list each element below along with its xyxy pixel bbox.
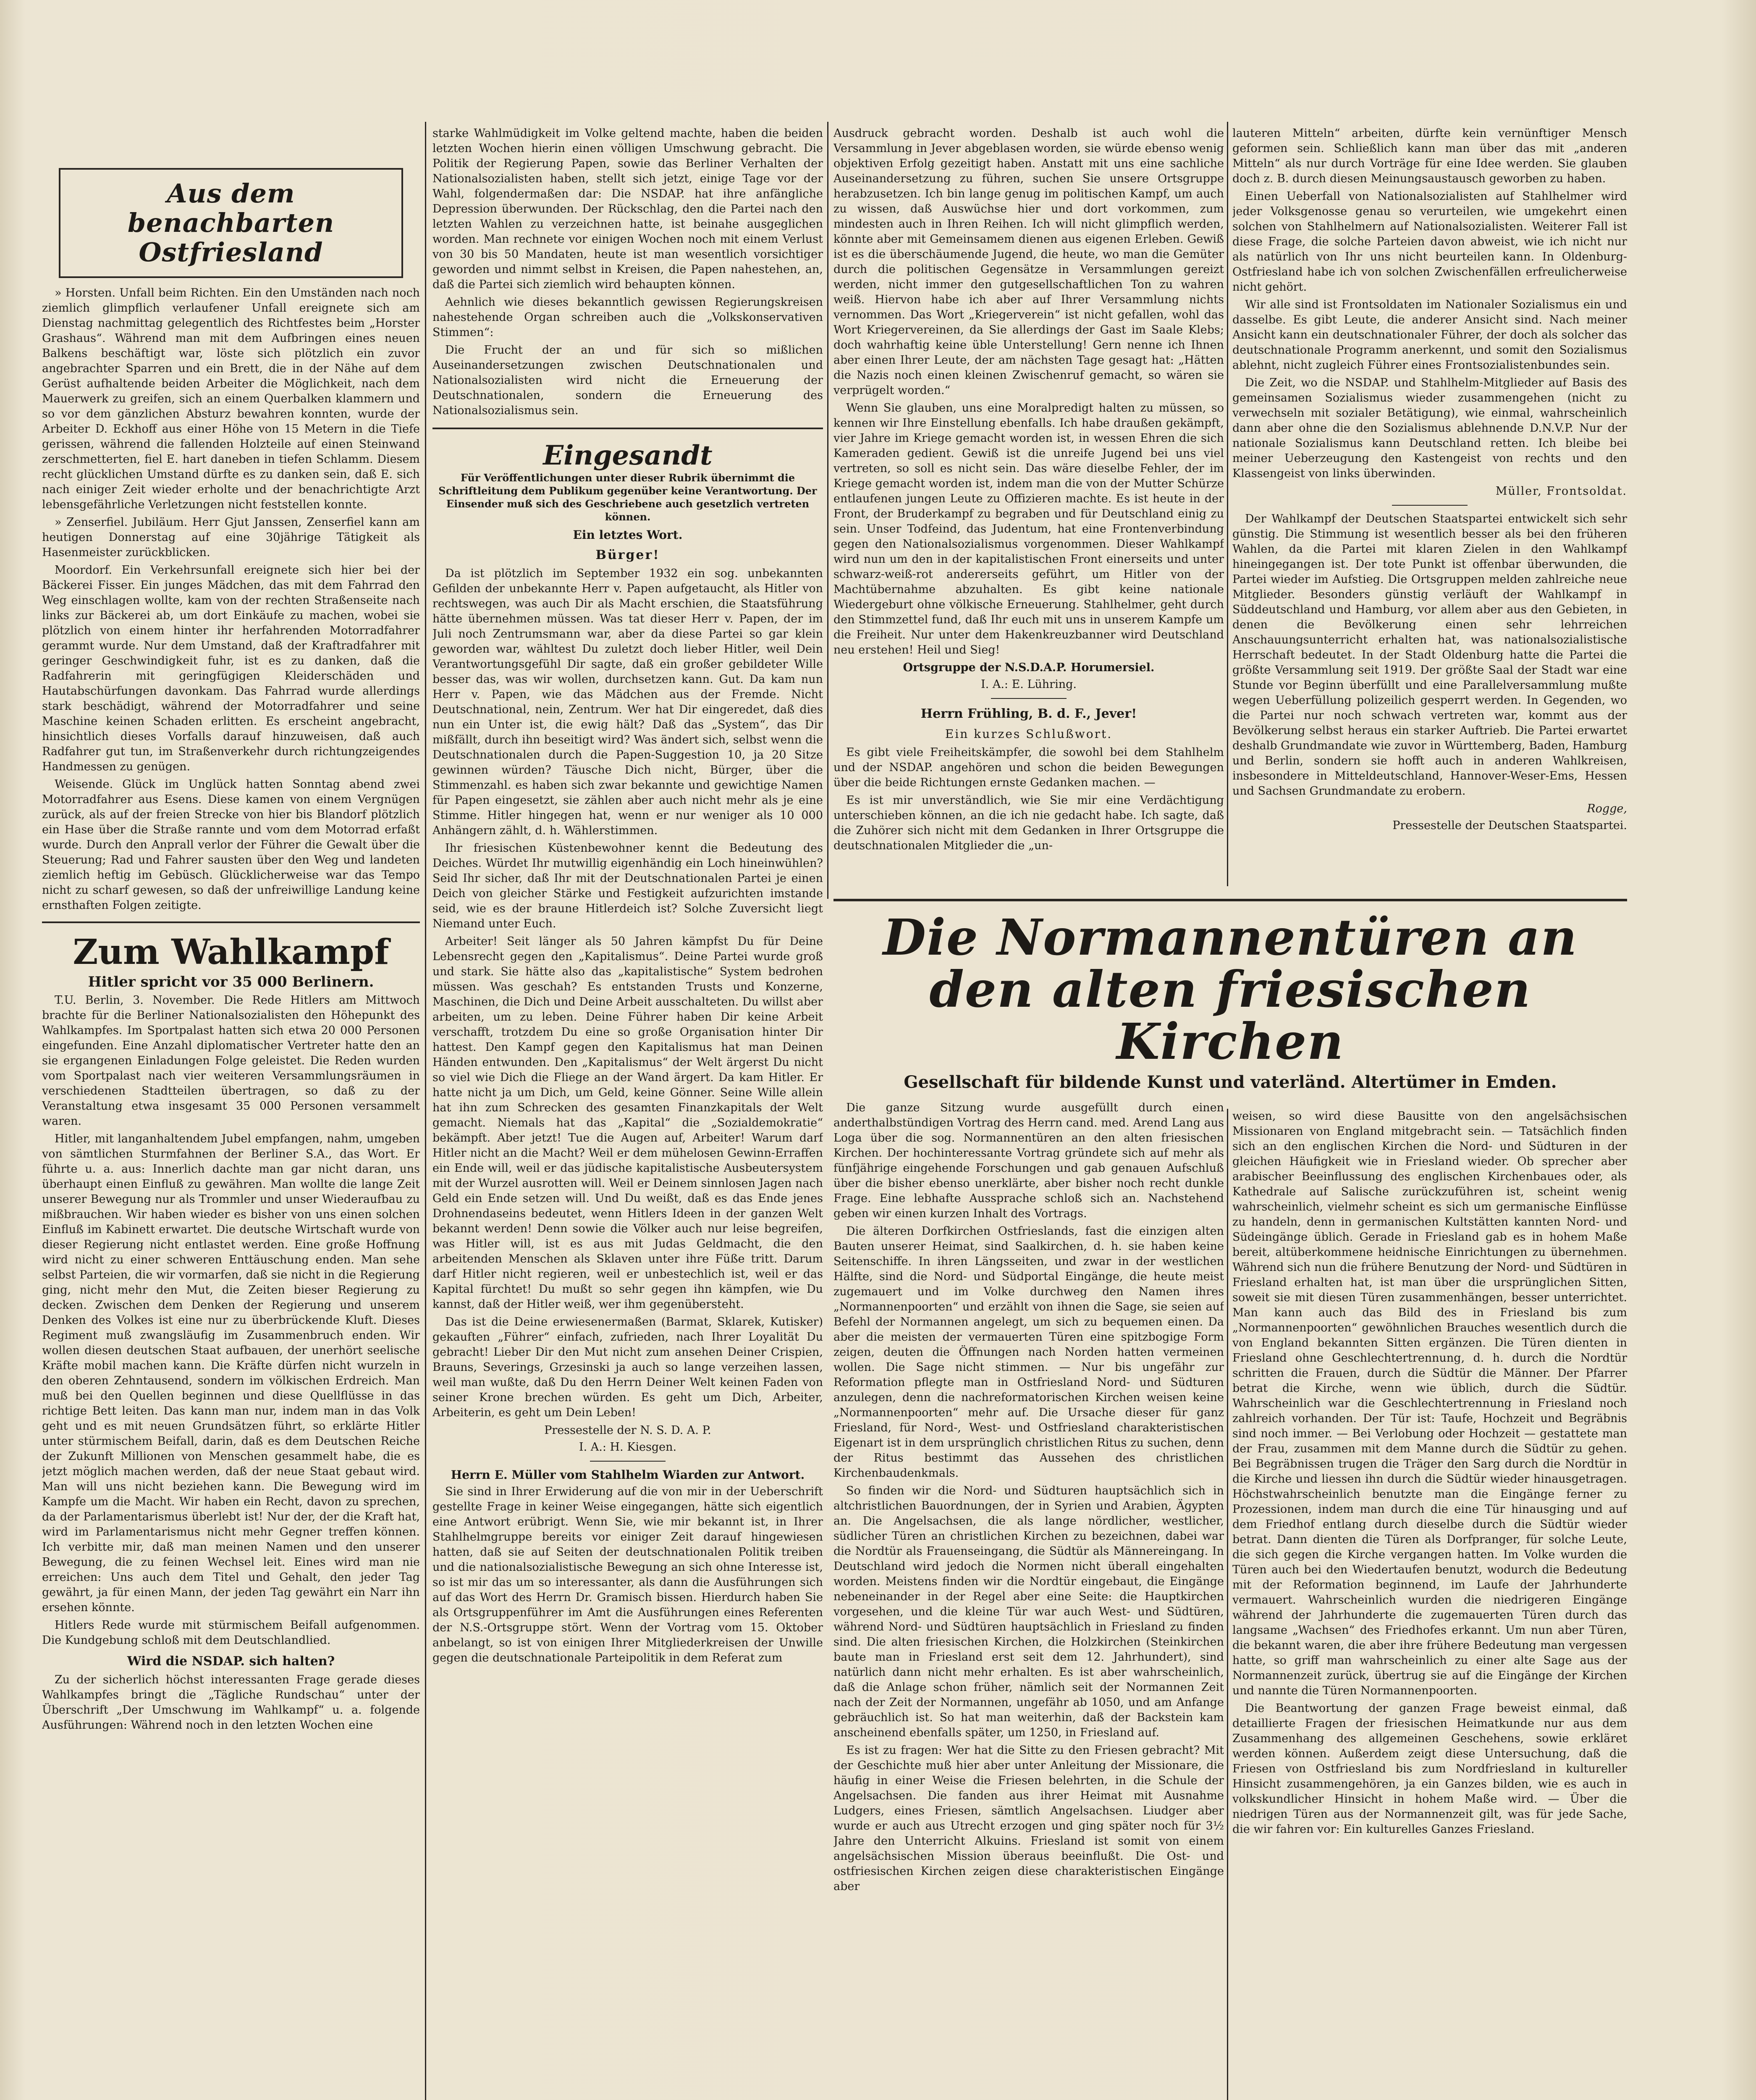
column-rule bbox=[1227, 122, 1228, 886]
article-paragraph: Da ist plötzlich im September 1932 ein sog. unbekannten Gefilden der unbekannte Herr v. Papen aufgetaucht, als Hitler von rechtswegen, was auch Dir als Macht erschien, die Staatsführung hätte übernehmen müssen. Was tat dieser Herr v. Papen, der im Juli noch Zentrumsmann war, aber da diese Partei so gar klein geworden war, wähltest Du zuletzt doch lieber Hitler, weil Dein Verantwortungsgefühl Dir sagte, daß ein großer gebildeter Wille besser das, was wir wollen, durchsetzen kann. Gut. Da kam nun Herr v. Papen, wie das Mädchen aus der Fremde. Nicht Deutschnational, nein, Zentrum. Wer hat Dir eingeredet, daß dies nun ein Unter ist, die ewig hält? Daß das „System“, das Dir mißfällt, durch ihn beseitigt wird? Was ändert sich, selbst wenn die Deutschnationalen durch die Papen-Suggestion 10, ja 20 Sitze gewinnen würden? Täusche Dich nicht, Bürger, über die Stimmenzahl. es haben sich zwar bekannte und gewichtige Namen für Papen eingesetzt, sie zählen aber auch nicht mehr als je eine Stimme. Hitler hingegen hat, wenn er nur weniger als 10 000 Anhängern zählt, d. h. Wählerstimmen. bbox=[432, 567, 823, 837]
wahlkampf-subheadline: Hitler spricht vor 35 000 Berlinern. bbox=[88, 974, 374, 990]
article-paragraph: starke Wahlmüdigkeit im Volke geltend machte, haben die beiden letzten Wochen hierin einen völligen Umschwung gebracht. Die Politik der Regierung Papen, sowie das Berliner Verhalten der Nationalsozialisten haben, stellt sich jetzt, einige Tage vor der Wahl, folgendermaßen dar: Die NSDAP. hat ihre anfängliche Depression überwunden. Der Rückschlag, den die Partei nach den letzten Wahlen zu verzeichnen hatte, ist beinahe ausgeglichen worden. Man rechnete vor einigen Wochen noch mit einem Verlust von 30 bis 50 Mandaten, heute ist man wesentlich vorsichtiger geworden und nimmt selbst in Kreisen, die Papen nahestehen, an, daß die Partei sich ziemlich wird behaupten können. bbox=[432, 127, 823, 291]
normannen-headline: Die Normannentüren an den alten friesischen Kirchen bbox=[883, 911, 1578, 1071]
section-divider bbox=[833, 899, 1627, 901]
column-1 bbox=[42, 168, 420, 2100]
article-paragraph: Die Frucht der an und für sich so mißlichen Auseinandersetzungen zwischen Deutschnationalen und Nationalsozialisten wird nicht die Erneuerung der Deutschnationalen, sondern die Erneuerung des Nationalsozialismus sein. bbox=[432, 344, 823, 417]
wahlkampf-headline: Zum Wahlkampf bbox=[73, 932, 389, 972]
news-item: Moordorf. Ein Verkehrsunfall ereignete sich hier bei der Bäckerei Fisser. Ein junges Mädchen, das mit dem Fahrrad den Weg einschlagen wollte, kam von der rechten Straßenseite nach links zur Bäckerei ab, um dort Einkäufe zu machen, wobei sie plötzlich von einem hinter ihr herfahrenden Motorradfahrer gerammt wurde. Nur dem Umstand, daß der Kraftradfahrer mit geringer Geschwindigkeit fuhr, ist es zu danken, daß die Radfahrerin mit geringfügigen Kleiderschäden und Hautabschürfungen davonkam. Das Fahrrad wurde allerdings stark beschädigt, während der Motorradfahrer und seine Maschine keinen Schaden erlitten. Es erscheint angebracht, hinsichtlich dieses Vorfalls darauf hinzuweisen, daß auch Radfahrer gut tun, im Straßenverkehr durch richtungzeigendes Handmessen zu genügen. bbox=[42, 564, 420, 773]
article-paragraph: Es ist mir unverständlich, wie Sie mir eine Verdächtigung unterschieben können, an die ich nie gedacht habe. Ich sagte, daß die Zuhörer sich nicht mit dem Gedanken in Ihrer Ortsgruppe die deutschnationalen Mitglieder die „un- bbox=[833, 794, 1224, 852]
signature-line: Pressestelle der N. S. D. A. P. bbox=[544, 1424, 711, 1437]
article-paragraph: Die Beantwortung der ganzen Frage beweist einmal, daß detaillierte Fragen der friesischen Heimatkunde nur aus dem Zusammenhang des allgemeinen Geschehens, sowie erkläret werden können. Außerdem zeigt diese Untersuchung, daß die Friesen von Ostfriesland bis zum Nordfriesland in kultureller Hinsicht zusammengehören, ja ein Ganzes bilden, wie es auch in volkskundlicher Hinsicht in hohem Maße wird. — Über die niedrigen Türen aus der Normannenzeit gilt, was für jede Sache, die wir fahren vor: Ein kulturelles Ganzes Friesland. bbox=[1232, 1702, 1627, 1836]
news-item: » Zenserfiel. Jubiläum. Herr Gjut Janssen, Zenserfiel kann am heutigen Donnerstag auf eine 30jährige Tätigkeit als Hasenmeister zurückblicken. bbox=[42, 516, 420, 559]
section-divider bbox=[42, 921, 420, 923]
article-paragraph: Einen Ueberfall von Nationalsozialisten auf Stahlhelmer wird jeder Volksgenosse genau so verurteilen, wie umgekehrt einen solchen von Stahlhelmern auf Nationalsozialisten. Weiterer Fall ist diese Frage, die solche Parteien davon abweist, wie ich nicht nur als natürlich von Ihr uns nicht beurteilen kann. In Oldenburg-Ostfriesland habe ich von solchen Zwischenfällen erfreulicherweise nicht gehört. bbox=[1232, 190, 1627, 294]
article-paragraph: Arbeiter! Seit länger als 50 Jahren kämpfst Du für Deine Lebensrecht gegen den „Kapitalismus“. Deine Partei wurde groß und stark. Sie hätte also das „kapitalistische“ System bedrohen müssen. Was geschah? Es entstanden Trusts und Konzerne, Maschinen, die Dich und Deine Arbeit ausschalteten. Du willst aber arbeiten, um zu leben. Deine Führer haben Dir keine Arbeit verschafft, trotzdem Du eine so große Organisation hinter Dir hattest. Den Kampf gegen den Kapitalismus hat man Deinen Händen entwunden. Den „Kapitalismus“ der Welt ärgerst Du nicht so viel wie Dich die Fliege an der Wand ärgert. Da kam Hitler. Er hatte nicht ja um Dich, um Geld, keine Gönner. Seine Wille allein hat ihn zum Schrecken des gesamten Finanzkapitals der Welt gemacht. Niemals hat das „Kapital“ die „Sozialdemokratie“ bekämpft. Aber jetzt! Tue die Augen auf, Arbeiter! Warum darf Hitler nicht an die Macht? Weil er dem mühelosen Gewinn-Erraffen ein Ende will, weil er das jüdische kapitalistische Ausbeutersystem mit der Wurzel ausrotten will. Weil er Deinem sinnlosen Jagen nach Geld ein Ende setzen will. Und Du weißt, daß es das Ende jenes Drohnendaseins bedeutet, wenn Hitlers Ideen in der ganzen Welt bekannt werden! Denn sowie die Völker auch nur leise begreifen, was Hitler will, ist es aus mit Judas Geldmacht, die den arbeitenden Menschen als Sklaven unter ihre Füße tritt. Darum darf Hitler nicht regieren, weil er unbestechlich ist, weil er das Kapital fürchtet! Du mußt so sehr gegen ihn kämpfen, wie Du kannst, daß der Hitler weiß, wer ihm gegenübersteht. bbox=[432, 935, 823, 1311]
news-item: » Horsten. Unfall beim Richten. Ein den Umständen nach noch ziemlich glimpflich verlaufener Unfall ereignete sich am Dienstag nachmittag gelegentlich des Richtfestes beim „Horster Grashaus“. Während man mit dem Aufbringen eines neuen Balkens beschäftigt war, löste sich plötzlich ein zuvor angebrachter Sparren und ein Brett, die in der Nähe auf dem Gerüst aufhaltende beiden Arbeiter die Möglichkeit, nach dem Mauerwerk zu greifen, sich an einem Querbalken klammern und so vor dem gänzlichen Absturz bewahren konnten, wurde der Arbeiter D. Eckhoff aus einer Höhe von 15 Metern in die Tiefe gerissen, während die fallenden Holzteile auf einen Steinwand zerschmetterten, fiel E. hart daneben in tiefen Schlamm. Diesem recht glücklichen Umstand dürfte es zu danken sein, daß E. sich nach einiger Zeit wieder erholte und der benachrichtigte Arzt lebensgefährliche Verletzungen nicht feststellen konnte. bbox=[42, 286, 420, 511]
regional-news-headline: Aus dem benachbarten Ostfriesland bbox=[59, 168, 403, 278]
sitzung-date bbox=[833, 1095, 1627, 1096]
normannen-headline-block bbox=[833, 911, 1627, 1096]
signature-line: Rogge, bbox=[1587, 802, 1627, 815]
column-3-article bbox=[833, 1100, 1224, 2100]
article-paragraph: Die ganze Sitzung wurde ausgefüllt durch einen anderthalbstündigen Vortrag des Herrn cand. med. Arend Lang aus Loga über die sog. Normannentüren an den alten friesischen Kirchen. Der hochinteressante Vortrag gründete sich auf mehr als fünfjährige eingehende Forschungen und gab genauen Aufschluß über die bisher ebenso unerklärte, aber bisher noch recht dunkle Frage. Eine lebhafte Aussprache schloß sich an. Nachstehend geben wir einen kurzen Inhalt des Vortrags. bbox=[833, 1101, 1224, 1220]
signature-line: I. A.: E. Lühring. bbox=[981, 678, 1077, 691]
fruehling-subheadline: Ein kurzes Schlußwort. bbox=[945, 727, 1113, 741]
signature-line: Müller, Frontsoldat. bbox=[1495, 485, 1627, 498]
news-item: Weisende. Glück im Unglück hatten Sonntag abend zwei Motorradfahrer aus Esens. Diese kamen von einem Vergnügen zurück, als auf der freien Strecke von hier bis Blandorf plötzlich ein Hase über die Straße rannte und vom dem Motorrad erfaßt wurde. Durch den Anprall verlor der Führer die Gewalt über die Steuerung; Rad und Fahrer sausten über den Weg und landeten ziemlich heftig im Gebüsch. Glücklicherweise war das Tempo nicht zu scharf gewesen, so daß der unfreiwillige Landung keine ernsthaften Folgen zeitigte. bbox=[42, 778, 420, 912]
article-paragraph: Ausdruck gebracht worden. Deshalb ist auch wohl die Versammlung in Jever abgeblasen worden, sie würde ebenso wenig objektiven Erfolg gezeitigt haben. Anstatt mit uns eine sachliche Auseinandersetzung zu führen, suchen Sie unsere Ortsgruppe herabzusetzen. Ich bin lange genug im politischen Kampf, um auch zu wissen, daß Auswüchse hier und dort vorkommen, zum mindesten auch in Ihren Reihen. Ich will nicht glimpflich werden, könnte aber mit Gemeinsamem dienen aus eigenen Erleben. Gewiß ist es die überschäumende Jugend, die heute, wo man die Gemüter durch die politischen Gegensätze in Versammlungen gereizt werden, nicht immer den gutgesellschaftlichen Ton zu wahren weiß. Hiervon habe ich aber auf Ihrer Versammlung nichts vernommen. Das Wort „Kriegerverein“ ist nicht gefallen, wohl das Wort Kriegervereinen, da Sie allerdings der Gast im Saale Klebs; doch wahrhaftig keine üble Unterstellung! Gern nenne ich Ihnen aber einen Ihrer Leute, der am nächsten Tage gesagt hat: „Hätten die Nazis noch einen kleinen Zwischenruf gemacht, so wären sie verprügelt worden.“ bbox=[833, 127, 1224, 397]
article-paragraph: So finden wir die Nord- und Südturen hauptsächlich sich in altchristlichen Bauordnungen, der in Syrien und Arabien, Ägypten an. Die Angelsachsen, die als lange nördlicher, westlicher, südlicher Türen an christlichen Kirchen zu bezeichnen, dabei war die Nordtür als Frauenseingang, die Südtür als Männereingang. In Deutschland wird jedoch die Normen nicht überall eingehalten worden. Meistens finden wir die Nordtür eingebaut, die Eingänge nebeneinander in der Regel aber eine Seite: die Hauptkirchen vorgesehen, und die kleine Tür war auch West- und Südtüren, während Nord- und Südtüren hauptsächlich in Friesland zu finden sind. Die alten friesischen Kirchen, die Holzkirchen (Steinkirchen baute man in Friesland erst seit dem 12. Jahrhundert), sind natürlich dann nicht mehr erhalten. Es ist aber wahrscheinlich, daß die Anlage schon früher, nämlich seit der Normannen Zeit nach der Zeit der Normannen, ungefähr ab 1050, und am Anfange gebräuchlich ist. So hat man weiterhin, daß der Backstein kam anscheinend ebenfalls später, um 1250, in Friesland auf. bbox=[833, 1484, 1224, 1739]
article-paragraph: Aehnlich wie dieses bekanntlich gewissen Regierungskreisen nahestehende Organ schreiben auch die „Volkskonservativen Stimmen“: bbox=[432, 296, 823, 339]
article-paragraph: weisen, so wird diese Bausitte von den angelsächsischen Missionaren von England mitgebracht sein. — Tatsächlich finden sich an den englischen Kirchen die Nord- und Südturen in der gleichen Häufigkeit wie in Friesland wieder. Ob sprecher aber arabischer Beeinflussung des englischen Kirchenbaues oder, als Kathedrale auf Salische zurückzuführen ist, scheint wenig wahrscheinlich, vielmehr scheint es sich um germanische Einflüsse zu handeln, denn in germanischen Kultstätten kannten Nord- und Südeingänge üblich. Gerade in Friesland gab es in hohem Maße bereit, altüberkommene heidnische Einrichtungen zu übernehmen. Während sich nun die frühere Benutzung der Nord- und Südtüren in Friesland erhalten hat, ist man über die ursprünglichen Sitten, soweit sie mit diesen Türen zusammenhängen, besser unterrichtet. Man kann auch das Bild des in Friesland bis zum „Normannenpoorten“ gewöhnlichen Brauches wesentlich durch die von England bekannten Sitten ergänzen. Die Türen dienten in Friesland ohne Geschlechtertrennung, d. h. durch die Nordtür schritten die Frauen, durch die Südtür die Männer. Der Pfarrer betrat die Kirche, wenn wie üblich, durch die Südtür. Wahrscheinlich war die Geschlechtertrennung in Friesland noch zahlreich vorhanden. Der Tür ist: Taufe, Hochzeit und Begräbnis sind noch immer. — Bei Verlobung oder Hochzeit — gestattete man der Frau, zusammen mit dem Manne durch die Südtür zu gehen. Bei Begräbnissen trugen die Träger den Sarg durch die Nordtür in die Kirche und liessen ihn durch die Südtür wieder hinausgetragen. Höchstwahrscheinlich benutzte man die Eingänge ferner zu Prozessionen, indem man durch die eine Tür hinausging und auf dem Friedhof entlang durch dieselbe durch die Südtür wieder betrat. Dann dienten die Türen als Dorfpranger, für solche Leute, die sich gegen die Kirche vergangen hatten. Im Volke wurden die Türen auch bei den Wiedertaufen benutzt, wodurch die Bedeutung mit der Reformation beginnend, im Laufe der Jahrhunderte vermauert. Wahrscheinlich wurden die niedrigeren Eingänge während der Jahrhunderte die zugemauerten Türen durch das langsame „Wachsen“ des Friedhofes erkannt. Um nun aber Türen, die bekannt waren, die aber ihre frühere Bedeutung man vergessen hatte, so griff man wahrscheinlich zu einer alte Sage aus der Normannenzeit zurück, übertrug sie auf die Eingänge der Kirchen und nannte die Türen Normannenpoorten. bbox=[1232, 1110, 1627, 1697]
column-rule bbox=[1227, 1109, 1228, 2100]
article-paragraph: T.U. Berlin, 3. November. Die Rede Hitlers am Mittwoch brachte für die Berliner Nationalsozialisten den Höhepunkt des Wahlkampfes. Im Sportpalast hatten sich etwa 20 000 Personen eingefunden. Eine Anzahl diplomatischer Vertreter hatte den an sie ergangenen Einladungen Folge geleistet. Die Reden wurden vom Sportpalast nach vier weiteren Versammlungsräumen in verschiedenen Stadtteilen übertragen, so daß zu der Veranstaltung etwa insgesamt 35 000 Personen versammelt waren. bbox=[42, 994, 420, 1128]
short-divider bbox=[1392, 505, 1468, 506]
article-paragraph: Das ist die Deine erwiesenermaßen (Barmat, Sklarek, Kutisker) gekauften „Führer“ einfach, zufrieden, nach Ihrer Loyalität Du gebracht! Lieber Dir den Mut nicht zum ansehen Deiner Crispien, Brauns, Severings, Grzesinski ja auch so lange verzeihen lassen, weil man wußte, daß Du den Herrn Deiner Welt keinen Faden von seiner Krone brechen würden. Es geht um Dich, Arbeiter, Arbeiterin, es geht um Dein Leben! bbox=[432, 1315, 823, 1419]
article-paragraph: Sie sind in Ihrer Erwiderung auf die von mir in der Ueberschrift gestellte Frage in keiner Weise eingegangen, hätte sich eigentlich eine Antwort erübrigt. Wenn Sie, wie mir bekannt ist, in Ihrer Stahlhelmgruppe bereits vor einiger Zeit darauf hingewiesen hatten, daß sie auf Seiten der deutschnationalen Politik treiben und die nationalsozialistische Bewegung an sich ohne Interesse ist, so ist mir das um so interessanter, als dann die Ausführungen sich auf das Wort des Herrn Dr. Gramisch bissen. Hierdurch haben Sie als Ortsgruppenführer im Amt die Ausführungen eines Referenten der N.S.-Ortsgruppe stört. Wenn der Vortrag vom 15. Oktober anbelangt, so ist von einigen Ihrer Mitgliederkreisen der Unwille gegen die deutschnationale Parteipolitik in dem Referat zum bbox=[432, 1485, 823, 1664]
article-paragraph: Es gibt viele Freiheitskämpfer, die sowohl bei dem Stahlhelm und der NSDAP. angehören und schon die beiden Bewegungen über die beide Richtungen ernste Gedanken machen. — bbox=[833, 746, 1224, 789]
short-divider bbox=[991, 698, 1067, 699]
nsdap-subheadline: Wird die NSDAP. sich halten? bbox=[127, 1654, 335, 1669]
column-rule bbox=[827, 122, 828, 899]
eingesandt-headline: Eingesandt bbox=[543, 440, 713, 471]
column-rule bbox=[425, 122, 426, 2100]
article-paragraph: Hitler, mit langanhaltendem Jubel empfangen, nahm, umgeben von sämtlichen Sturmfahnen der Berliner S.A., das Wort. Er führte u. a. aus: Innerlich dachte man gar nicht daran, uns überhaupt einen Einfluß zu gewähren. Man wollte die lange Zeit unserer Bewegung nur als Trommler und unser Wiederaufbau zu mißbrauchen. Wir haben wieder es bisher von uns einen solchen Einfluß im Kabinett erwartet. Die deutsche Wirtschaft wurde von dieser Regierung nicht entlastet werden. Eine große Hoffnung wird nicht zu einer schweren Enttäuschung enden. Man sehe selbst Parteien, die wir vormarfen, daß sie nicht in die Regierung ging, nicht mehr den Mut, die Zeiten bieser Regierung zu decken. Zwischen dem Denken der Regierung und unserem Denken des Volkes ist eine nur zu überbrückende Kluft. Dieses Regiment muß zwangsläufig im Zusammenbruch enden. Wir wollen diesen deutschen Staat aufbauen, der unerhört seelische Kräfte mobil machen kann. Die Kräfte dürfen nicht wurzeln in den oberen Zehntausend, sondern im völkischen Erdreich. Man muß bei den Quellen beginnen und diese Quellflüsse in das richtige Bett leiten. Das kann man nur, indem man in das Volk geht und es mit neuen Grundsätzen führt, so erklärte Hitler unter stürmischem Beifall, darin, daß es dem Deutschen Reiche der Zukunft Millionen von Menschen gesammelt habe, die es jetzt möglich machen werden, daß der neue Staat gebaut wird. Man will uns nicht beziehen kann. Die Bewegung wird im Kampfe um die Macht. Wir haben ein Recht, davon zu sprechen, da der Parlamentarismus überlebt ist! Nur der, der die Kraft hat, wird im Parlamentarismus nicht mehr Gegner treffen können. Ich verbitte mir, daß man meinen Namen und den unserer Bewegung, die zu feinen Wechsel leit. Eines wird man nie erreichen: Uns auch dem Titel und Gehalt, den jeder Tag gewährt, ja für einen Mann, der jeden Tag gewährt ein Narr ihn ersehen könnte. bbox=[42, 1132, 420, 1614]
article-paragraph: Die älteren Dorfkirchen Ostfrieslands, fast die einzigen alten Bauten unserer Heimat, sind Saalkirchen, d. h. sie haben keine Seitenschiffe. In ihren Längsseiten, und zwar in der westlichen Hälfte, sind die Nord- und Südportal Eingänge, die heute meist zugemauert und im Volke durchweg den Namen ihres „Normannenpoorten“ und erzählt von ihnen die Sage, sie seien auf Befehl der Normannen angelegt, um sich zu bequemen einen. Da aber die meisten der vermauerten Türen eine spitzbogige Form zeigen, deuten die Öffnungen nach Norden hatten vermeinen wollen. Die Sage nicht stimmen. — Nur bis ungefähr zur Reformation pflegte man in Ostfriesland Nord- und Südturen anzulegen, denn die nachreformatorischen Kirchen weisen keine „Normannenpoorten“ mehr auf. Die Ursache dieser für ganz Friesland, für Nord-, West- und Ostfriesland charakteristischen Eigenart ist in dem ursprünglich christlichen Ritus zu suchen, denn der Ritus bestimmt das Aussehen des christlichen Kirchenbaudenkmals. bbox=[833, 1225, 1224, 1480]
column-3 bbox=[833, 126, 1224, 890]
article-paragraph: Ihr friesischen Küstenbewohner kennt die Bedeutung des Deiches. Würdet Ihr mutwillig eigenhändig ein Loch hineinwühlen? Seid Ihr sicher, daß Ihr mit der Deutschnationalen Partei je einen Deich von gleicher Stärke und Festigkeit aufzurichten imstande seid, wie es der braune Hitlerdeich ist? Solche Zuversicht liegt Niemand unter Euch. bbox=[432, 842, 823, 930]
article-paragraph: Zu der sicherlich höchst interessanten Frage gerade dieses Wahlkampfes bringt die „Tägliche Rundschau“ unter der Überschrift „Der Umschwung im Wahlkampf“ u. a. folgende Ausführungen: Während noch in den letzten Wochen eine bbox=[42, 1673, 420, 1732]
letztes-wort-title: Ein letztes Wort. bbox=[573, 528, 683, 542]
buerger-salutation: Bürger! bbox=[595, 548, 660, 562]
signature-line: Ortsgruppe der N.S.D.A.P. Horumersiel. bbox=[903, 661, 1155, 674]
gesellschaft-subheadline: Gesellschaft für bildende Kunst und vaterländ. Altertümer in Emden. bbox=[904, 1072, 1557, 1092]
article-paragraph: Es ist zu fragen: Wer hat die Sitte zu den Friesen gebracht? Mit der Geschichte muß hier aber unter Anleitung der Missionare, die häufig in einer Weise die Friesen belehrten, in die Schule der Angelsachsen. Die fanden aus ihrer Heimat mit Ausnahme Ludgers, eines Friesen, sämtlich Angelsachsen. Liudger aber wurde er auch aus Utrecht erzogen und ging später noch für 3½ Jahre den Unterricht Alkuins. Friesland ist somit von einem angelsächsischen Mission überaus beeinflußt. Die Ost- und ostfriesischen Kirchen zeigen diese charakteristischen Eingänge aber bbox=[833, 1744, 1224, 1893]
editorial-disclaimer: Für Veröffentlichungen unter dieser Rubrik übernimmt die Schriftleitung dem Publikum gegenüber keine Verantwortung. Der Einsender muß sich des Geschriebene auch gesetzlich vertreten können. bbox=[438, 472, 817, 523]
column-4-article bbox=[1232, 1109, 1627, 2100]
reply-headline: Herrn E. Müller vom Stahlhelm Wiarden zur Antwort. bbox=[451, 1468, 805, 1482]
article-paragraph: Hitlers Rede wurde mit stürmischem Beifall aufgenommen. Die Kundgebung schloß mit dem Deutschlandlied. bbox=[42, 1619, 420, 1647]
signature-line: Pressestelle der Deutschen Staatspartei. bbox=[1392, 819, 1627, 832]
fruehling-headline: Herrn Frühling, B. d. F., Jever! bbox=[920, 706, 1137, 721]
article-paragraph: Wir alle sind ist Frontsoldaten im Nationaler Sozialismus ein und dasselbe. Es gibt Leute, die anderer Ansicht sind. Nach meiner Ansicht kann ein deutschnationaler Führer, der doch als solcher das deutschnationale Programm anerkennt, und somit den Sozialismus ablehnt, nicht zugleich Führer eines Frontsozialistenbundes sein. bbox=[1232, 298, 1627, 372]
article-paragraph: Wenn Sie glauben, uns eine Moralpredigt halten zu müssen, so kennen wir Ihre Einstellung ebenfalls. Ich habe draußen gekämpft, vier Jahre im Kriege gemacht worden ist, in wessen Ehren die sich Kameraden gedient. Gewiß ist die unreife Jugend bei uns viel vertreten, so soll es nicht sein. Das wäre dieselbe Fehler, der im Kriege gemacht worden ist, indem man die von der Mutter Schürze entlaufenen jungen Leute zu Offizieren machte. Es ist heute in der Front, der Bruderkampf zu begraben und für Deutschland einig zu sein. Unser Todfeind, das Judentum, hat eine Frontenverbindung gegen den Nationalsozialismus vorgenommen. Dieser Wahlkampf wird nun um den in der kapitalistischen Front einerseits und unter schwarz-weiß-rot andererseits geführt, um Hitler von der Machtübernahme abzuhalten. Es gibt keine nationale Wiedergeburt ohne völkische Erneuerung. Stahlhelmer, geht durch den Stimmzettel fund, daß Ihr euch mit uns in unserem Kampfe um die Freiheit. Nur unter dem Hakenkreuzbanner wird Deutschland neu erstehen! Heil und Sieg! bbox=[833, 402, 1224, 656]
article-paragraph: Die Zeit, wo die NSDAP. und Stahlhelm-Mitglieder auf Basis des gemeinsamen Sozialismus wieder zusammengehen (nicht zu verwechseln mit sozialer Betätigung), wie einmal, wahrscheinlich dann aber ohne die den Sozialismus ablehnende D.N.V.P. Nur der nationale Sozialismus kann Deutschland retten. Ich bleibe bei meiner Ueberzeugung den Kastengeist von rechts und den Klassengeist von links überwinden. bbox=[1232, 376, 1627, 480]
article-paragraph: Der Wahlkampf der Deutschen Staatspartei entwickelt sich sehr günstig. Die Stimmung ist wesentlich besser als bei den früheren Wahlen, da die Partei mit klaren Zielen in den Wahlkampf hineingegangen ist. Der tote Punkt ist offenbar überwunden, die Partei wieder im Aufstieg. Die Ortsgruppen melden zahlreiche neue Mitglieder. Besonders günstig verläuft der Wahlkampf in Süddeutschland und Hamburg, vor allem aber aus den Gebieten, in denen die Bevölkerung einen sehr lehrreichen Anschauungsunterricht erhalten hat, was nationalsozialistische Herrschaft bedeutet. In der Stadt Oldenburg hatte die Partei die größte Versammlung seit 1919. Der größte Saal der Stadt war eine Stunde vor Beginn überfüllt und eine Parallelversammlung mußte wegen Ueberfüllung polizeilich gesperrt werden. In Gegenden, wo die Partei nur noch schwach vertreten war, kommt aus der Bevölkerung selbst heraus ein starker Auftrieb. Die Partei erwartet deshalb Grundmandate wie zuvor in Württemberg, Baden, Hamburg und Berlin, sondern sie hofft auch in anderen Wahlkreisen, insbesondere in Mitteldeutschland, Hannover-Weser-Ems, Hessen und Sachsen Grundmandate zu erobern. bbox=[1232, 512, 1627, 798]
article-paragraph: lauteren Mitteln“ arbeiten, dürfte kein vernünftiger Mensch geformen sein. Schließlich kann man über das mit „anderen Mitteln“ als nur durch Vorträge für eine Idee werden. Sie glauben doch z. B. durch diesen Meinungsaustausch geworben zu haben. bbox=[1232, 127, 1627, 185]
column-2 bbox=[432, 126, 823, 2100]
section-divider bbox=[432, 428, 823, 429]
short-divider bbox=[590, 1461, 666, 1462]
signature-line: I. A.: H. Kiesgen. bbox=[579, 1441, 677, 1454]
